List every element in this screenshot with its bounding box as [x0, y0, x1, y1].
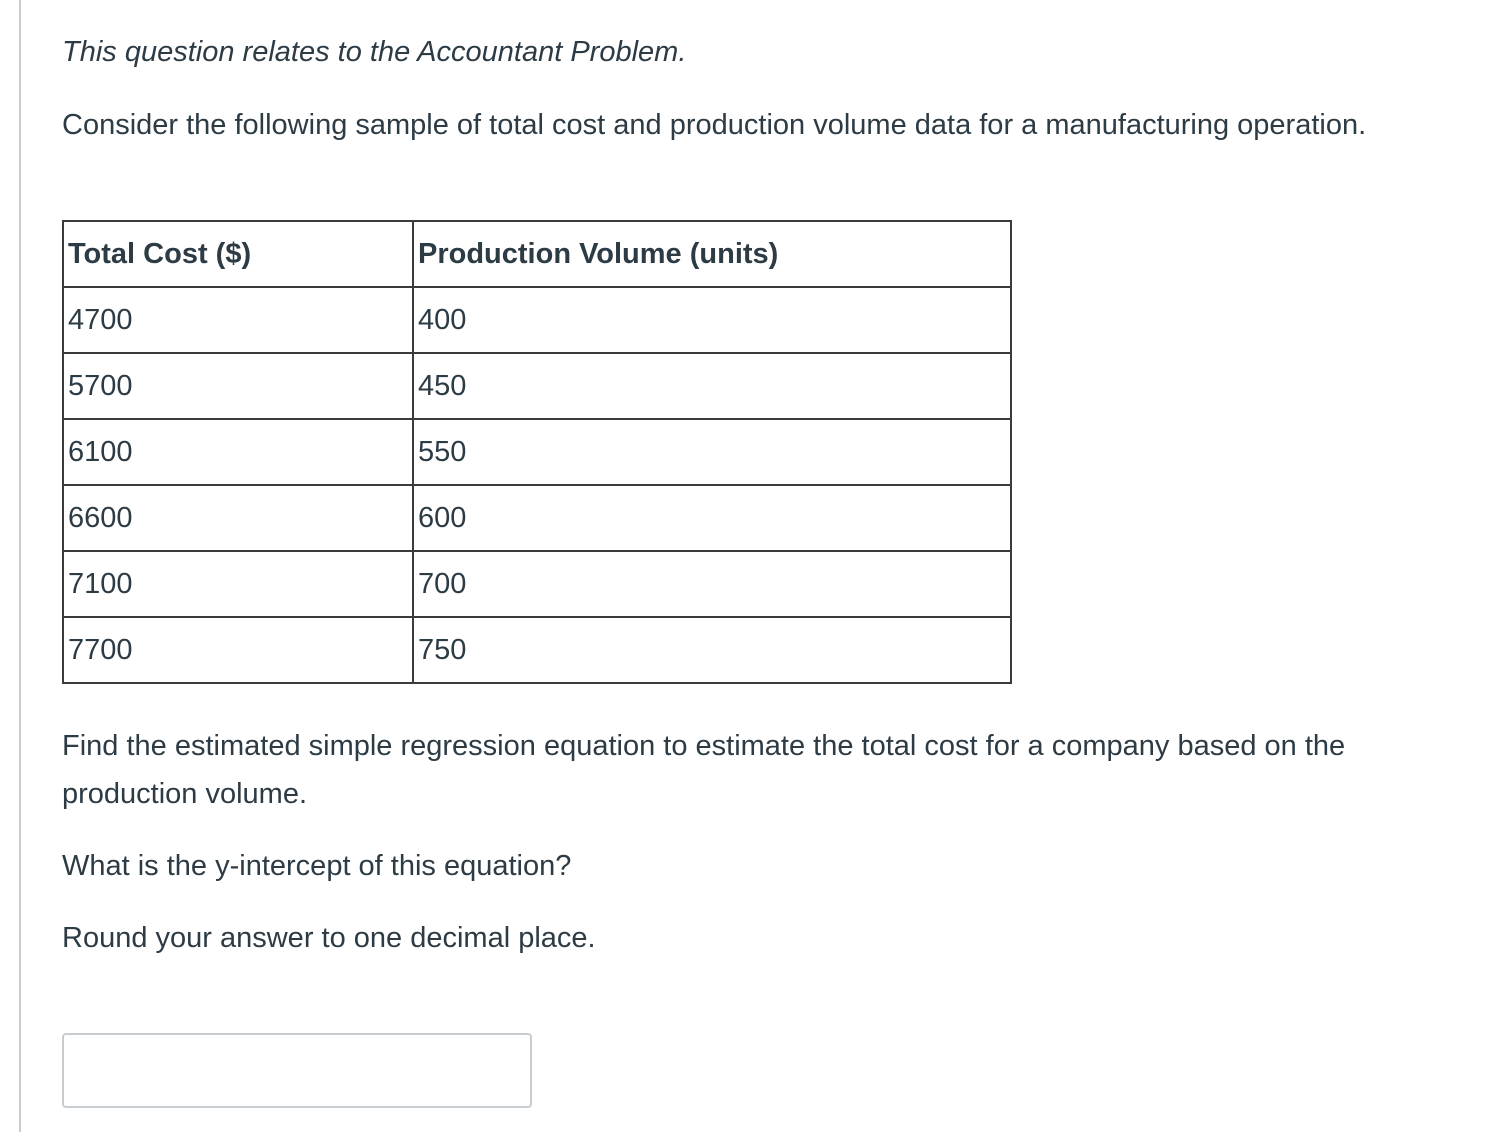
- data-table: [62, 220, 1012, 684]
- cell-production-volume: 700: [413, 551, 1011, 617]
- table-row: [63, 287, 1011, 353]
- cell-total-cost: 6100: [63, 419, 413, 485]
- cell-production-volume: 750: [413, 617, 1011, 683]
- question-ask: What is the y-intercept of this equation?: [62, 850, 572, 882]
- answer-input[interactable]: [62, 1033, 532, 1108]
- cell-total-cost: 5700: [63, 353, 413, 419]
- cell-total-cost: 7100: [63, 551, 413, 617]
- table-row: [63, 617, 1011, 683]
- header-total-cost: Total Cost ($): [63, 221, 413, 287]
- table-row: [63, 353, 1011, 419]
- cell-total-cost: 4700: [63, 287, 413, 353]
- rounding-note: Round your answer to one decimal place.: [62, 922, 596, 954]
- cell-production-volume: 600: [413, 485, 1011, 551]
- table-row: [63, 419, 1011, 485]
- cell-production-volume: 550: [413, 419, 1011, 485]
- header-production-volume: Production Volume (units): [413, 221, 1011, 287]
- table-header-row: [63, 221, 1011, 287]
- question-instruction: Find the estimated simple regression equation to estimate the total cost for a company based on the production volume.: [62, 730, 1346, 810]
- left-border-rule: [19, 0, 21, 1132]
- cell-total-cost: 7700: [63, 617, 413, 683]
- question-prompt: Consider the following sample of total cost and production volume data for a manufacturing operation.: [62, 109, 1367, 141]
- table-row: [63, 551, 1011, 617]
- cell-total-cost: 6600: [63, 485, 413, 551]
- table-row: [63, 485, 1011, 551]
- question-intro: This question relates to the Accountant Problem.: [62, 36, 687, 68]
- cell-production-volume: 400: [413, 287, 1011, 353]
- cell-production-volume: 450: [413, 353, 1011, 419]
